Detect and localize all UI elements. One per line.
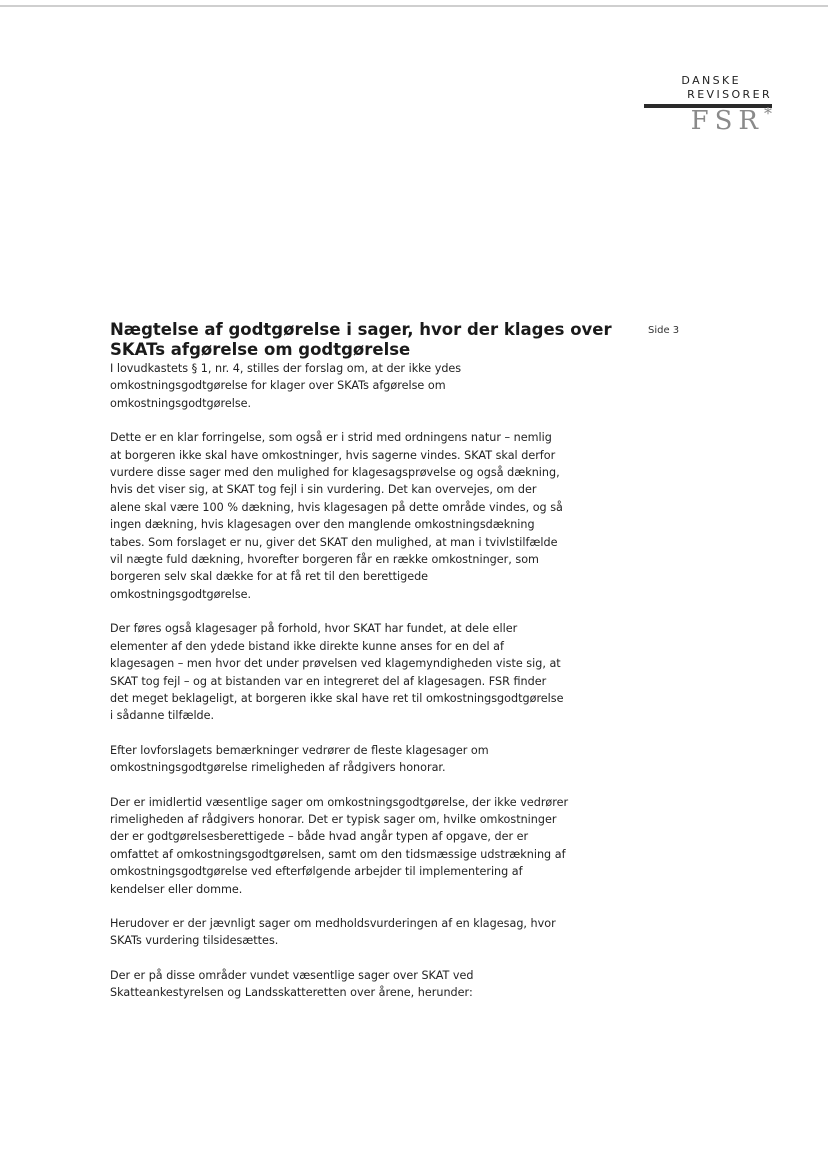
paragraph: [110, 794, 610, 898]
paragraph: [110, 360, 610, 412]
paragraph-line: Skatteankestyrelsen og Landsskatteretten over årene, herunder:: [110, 986, 473, 1000]
paragraph-line: tabes. Som forslaget er nu, giver det SKAT den mulighed, at man i tvivlstilfælde: [110, 535, 558, 549]
paragraph-line: der er godtgørelsesberettigede – både hvad angår typen af opgave, der er: [110, 830, 529, 844]
paragraph-line: omkostningsgodtgørelse.: [110, 587, 252, 601]
paragraph-line: omkostningsgodtgørelse rimeligheden af rådgivers honorar.: [110, 761, 446, 775]
paragraph-line: Der er på disse områder vundet væsentlige sager over SKAT ved: [110, 968, 474, 982]
paragraph-line: ingen dækning, hvis klagesagen over den manglende omkostningsdækning: [110, 518, 535, 532]
paragraph-list: [110, 360, 610, 1002]
paragraph: [110, 915, 610, 950]
paragraph: [110, 620, 610, 724]
paragraph: [110, 967, 610, 1002]
paragraph-line: borgeren selv skal dække for at få ret til den berettigede: [110, 570, 429, 584]
page-top-rule: [0, 5, 828, 7]
paragraph-line: vurdere disse sager med den mulighed for klagesagsprøvelse og også dækning,: [110, 466, 560, 480]
paragraph-line: hvis det viser sig, at SKAT tog fejl i sin vurdering. Det kan overvejes, om der: [110, 483, 537, 497]
paragraph-line: SKAT tog fejl – og at bistanden var en integreret del af klagesagen. FSR finder: [110, 674, 547, 688]
danske-revisorer-fsr-logo: [644, 74, 772, 138]
heading-line: Nægtelse af godtgørelse i sager, hvor der klages over: [110, 320, 612, 339]
document-body: [110, 320, 610, 1019]
paragraph-line: i sådanne tilfælde.: [110, 709, 215, 723]
section-heading: [110, 320, 610, 360]
heading-line: SKATs afgørelse om godtgørelse: [110, 340, 411, 359]
paragraph-line: rimeligheden af rådgivers honorar. Det er typisk sager om, hvilke omkostninger: [110, 812, 557, 826]
paragraph-line: klagesagen – men hvor det under prøvelsen ved klagemyndigheden viste sig, at: [110, 657, 561, 671]
paragraph: [110, 742, 610, 777]
paragraph-line: Der er imidlertid væsentlige sager om omkostningsgodtgørelse, der ikke vedrører: [110, 795, 569, 809]
paragraph-line: alene skal være 100 % dækning, hvis klagesagen på dette område vindes, og så: [110, 500, 563, 514]
paragraph-line: omkostningsgodtgørelse.: [110, 396, 252, 410]
logo-text-line-1: DANSKE: [681, 74, 741, 87]
paragraph-line: kendelser eller domme.: [110, 882, 243, 896]
paragraph: [110, 429, 610, 603]
logo-fsr-mark: [690, 104, 772, 136]
paragraph-line: omkostningsgodtgørelse ved efterfølgende arbejder til implementering af: [110, 865, 523, 879]
logo-text-line-2: REVISORER: [687, 88, 772, 101]
logo-asterisk: *: [764, 104, 772, 123]
paragraph-line: omkostningsgodtgørelse for klager over SKATs afgørelse om: [110, 379, 446, 393]
paragraph-line: SKATs vurdering tilsidesættes.: [110, 934, 279, 948]
paragraph-line: vil nægte fuld dækning, hvorefter borgeren får en række omkostninger, som: [110, 553, 539, 567]
paragraph-line: omfattet af omkostningsgodtgørelsen, samt om den tidsmæssige udstrækning af: [110, 847, 566, 861]
paragraph-line: at borgeren ikke skal have omkostninger, hvis sagerne vindes. SKAT skal derfor: [110, 448, 556, 462]
paragraph-line: Efter lovforslagets bemærkninger vedrører de fleste klagesager om: [110, 743, 489, 757]
paragraph-line: det meget beklageligt, at borgeren ikke skal have ret til omkostningsgodtgørelse: [110, 691, 564, 705]
paragraph-line: Dette er en klar forringelse, som også er i strid med ordningens natur – nemlig: [110, 431, 552, 445]
paragraph-line: Herudover er der jævnligt sager om medholdsvurderingen af en klagesag, hvor: [110, 916, 556, 930]
logo-fsr-letters: FSR: [690, 106, 764, 136]
page-number: Side 3: [648, 325, 680, 336]
paragraph-line: I lovudkastets § 1, nr. 4, stilles der forslag om, at der ikke ydes: [110, 362, 462, 375]
paragraph-line: Der føres også klagesager på forhold, hvor SKAT har fundet, at dele eller: [110, 622, 518, 636]
paragraph-line: elementer af den ydede bistand ikke direkte kunne anses for en del af: [110, 639, 504, 653]
